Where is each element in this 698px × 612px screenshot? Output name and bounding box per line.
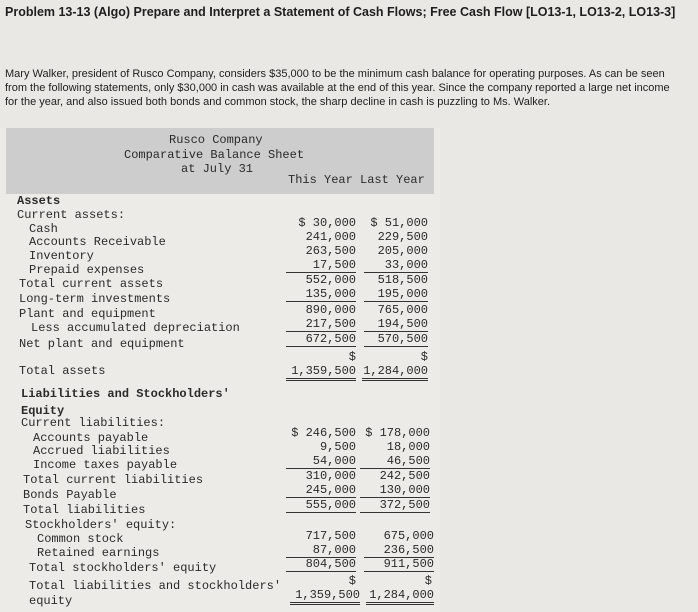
ar-last-year: 229,500: [377, 230, 428, 244]
company-name: Rusco Company: [169, 133, 263, 147]
pe-this-year: 890,000: [305, 303, 356, 317]
label-total-liabilities: Total liabilities: [23, 503, 146, 517]
tca-this-year: 552,000: [305, 273, 356, 287]
current-assets-heading: Current assets:: [17, 208, 126, 222]
total-assets-last-year: 1,284,000: [362, 364, 428, 381]
liabilities-heading-equity: Equity: [21, 404, 65, 418]
npe-last-year: 570,500: [364, 332, 428, 347]
tl-this-year: 555,000: [286, 498, 356, 513]
re-this-year: 87,000: [286, 543, 356, 558]
label-accounts-receivable: Accounts Receivable: [29, 235, 166, 249]
assets-heading: Assets: [17, 194, 61, 208]
label-accrued-liabilities: Accrued liabilities: [33, 444, 170, 458]
cash-last-year: $ 51,000: [370, 216, 428, 230]
tl-last-year: 372,500: [360, 498, 430, 513]
total-assets-dollar-this: $: [348, 350, 356, 364]
inventory-last-year: 205,000: [377, 244, 428, 258]
tcl-last-year: 242,500: [379, 469, 430, 483]
re-last-year: 236,500: [364, 543, 434, 558]
lti-last-year: 195,000: [364, 287, 428, 302]
label-common-stock: Common stock: [37, 532, 124, 546]
npe-this-year: 672,500: [286, 332, 356, 347]
label-retained-earnings: Retained earnings: [37, 546, 160, 560]
label-total-assets: Total assets: [19, 364, 106, 378]
total-assets-dollar-last: $: [420, 350, 428, 364]
current-liabilities-heading: Current liabilities:: [21, 416, 166, 430]
bonds-this-year: 245,000: [286, 483, 356, 498]
problem-title: Problem 13-13 (Algo) Prepare and Interpret a Statement of Cash Flows; Free Cash Flow [LO13-1, LO13-2, LO13-3]: [5, 5, 676, 19]
liabilities-heading: Liabilities and Stockholders': [21, 387, 230, 401]
prepaid-last-year: 33,000: [364, 258, 428, 273]
accrued-this-year: 9,500: [319, 440, 356, 454]
label-total-current-liabilities: Total current liabilities: [23, 473, 204, 487]
ap-last-year: $ 178,000: [365, 426, 430, 440]
label-prepaid-expenses: Prepaid expenses: [29, 263, 145, 277]
total-assets-this-year: 1,359,500: [286, 364, 356, 381]
taxes-last-year: 46,500: [360, 454, 430, 469]
tca-last-year: 518,500: [377, 273, 428, 287]
taxes-this-year: 54,000: [286, 454, 356, 469]
label-bonds-payable: Bonds Payable: [23, 488, 117, 502]
statement-title: Comparative Balance Sheet: [124, 148, 305, 162]
label-long-term-investments: Long-term investments: [19, 292, 171, 306]
inventory-this-year: 263,500: [305, 244, 356, 258]
depr-last-year: 194,500: [364, 317, 428, 332]
label-total-liabilities-equity: Total liabilities and stockholders': [29, 579, 282, 593]
stockholders-equity-heading: Stockholders' equity:: [25, 518, 177, 532]
total-le-last-year: 1,284,000: [366, 588, 434, 605]
statement-date: at July 31: [181, 162, 254, 176]
tse-this-year: 804,500: [286, 557, 356, 572]
tse-last-year: 911,500: [364, 557, 434, 572]
depr-this-year: 217,500: [286, 317, 356, 332]
label-total-liabilities-equity-2: equity: [29, 594, 73, 608]
bonds-last-year: 130,000: [360, 483, 430, 498]
label-inventory: Inventory: [29, 249, 94, 263]
label-total-current-assets: Total current assets: [19, 277, 164, 291]
cs-last-year: 675,000: [383, 529, 434, 543]
cs-this-year: 717,500: [305, 529, 356, 543]
column-headers: This Year Last Year: [288, 173, 425, 187]
label-accumulated-depreciation: Less accumulated depreciation: [31, 321, 240, 335]
accrued-last-year: 18,000: [386, 440, 430, 454]
label-cash: Cash: [29, 222, 58, 236]
prepaid-this-year: 17,500: [286, 258, 356, 273]
total-le-dollar-this: $: [348, 574, 356, 588]
total-le-dollar-last: $: [424, 574, 432, 588]
label-income-taxes-payable: Income taxes payable: [33, 458, 178, 472]
tcl-this-year: 310,000: [305, 469, 356, 483]
total-le-this-year: 1,359,500: [290, 588, 360, 605]
label-accounts-payable: Accounts payable: [33, 431, 149, 445]
cash-this-year: $ 30,000: [298, 216, 356, 230]
pe-last-year: 765,000: [377, 303, 428, 317]
label-total-stockholders-equity: Total stockholders' equity: [29, 561, 217, 575]
label-net-plant-equipment: Net plant and equipment: [19, 337, 185, 351]
problem-intro: Mary Walker, president of Rusco Company, considers $35,000 to be the minimum cash balance for operating purposes. As can be seen from the following statements, only $30,000 in cash was available at the end of this year. Since the company reported a large net income for the year, and also issued both bonds and common stock, the sharp decline in cash is puzzling to Ms. Walker.: [5, 68, 670, 108]
ar-this-year: 241,000: [305, 230, 356, 244]
lti-this-year: 135,000: [286, 287, 356, 302]
label-plant-equipment: Plant and equipment: [19, 307, 156, 321]
balance-sheet: [0, 128, 440, 612]
ap-this-year: $ 246,500: [291, 426, 356, 440]
